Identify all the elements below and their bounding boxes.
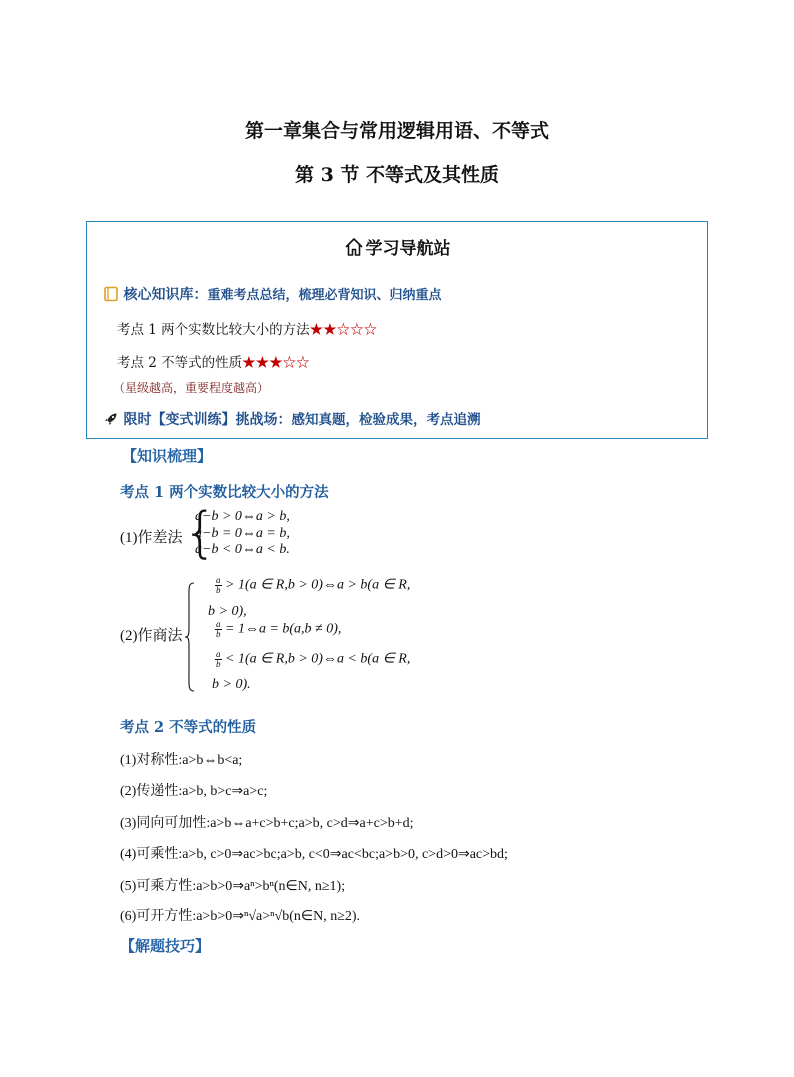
study-nav-box (86, 221, 708, 439)
diff-brace: { (183, 501, 218, 564)
property-1: (1)对称性:a>b⇔b<a; (120, 753, 243, 768)
knowledge-heading: 【知识梳理】 (122, 447, 213, 465)
kp2-heading: 考点 2 不等式的性质 (120, 719, 257, 736)
quot-line-5: b > 0). (212, 677, 251, 692)
kp1-row (117, 318, 377, 338)
fraction-a-over-b: $\frac{a}{b}$ (216, 575, 221, 595)
diff-line-2: a−b = 0⇔a = b, (195, 526, 290, 541)
challenge-label: 限时【变式训练】挑战场： (123, 412, 292, 428)
book-icon (103, 286, 119, 302)
tips-heading: 【解题技巧】 (120, 937, 211, 955)
quot-method-label: (2)作商法 (120, 628, 183, 644)
property-5: (5)可乘方性:a>b>0⇒aⁿ>bⁿ(n∈N, n≥1); (120, 879, 346, 894)
quot-line-3: $\frac{a}{b}$ = 1⇔a = b(a,b ≠ 0), (216, 619, 342, 639)
section-title: 第 3 节 不等式及其性质 (294, 164, 500, 186)
nav-title-text: 学习导航站 (365, 239, 451, 259)
nav-title (87, 234, 707, 259)
home-icon (344, 237, 364, 257)
challenge-row (103, 408, 480, 429)
property-4: (4)可乘性:a>b, c>0⇒ac>bc;a>b, c<0⇒ac<bc;a>b>0, c>d>0⇒ac>bd; (120, 847, 508, 862)
fraction-a-over-b: $\frac{a}{b}$ (216, 619, 221, 639)
quot-line-1: $\frac{a}{b}$ > 1(a ∈ R,b > 0)⇔a > b(a ∈ R, (216, 575, 411, 595)
diff-method-label: (1)作差法 (120, 530, 183, 546)
core-knowledge-row (103, 284, 441, 304)
quot-brace (184, 582, 196, 692)
kp2-text: 考点 2 不等式的性质 (117, 355, 243, 371)
quot-line-2: b > 0), (208, 604, 247, 619)
core-label: 核心知识库： (123, 287, 208, 303)
kp2-stars: ★★★☆☆ (242, 355, 310, 371)
property-2: (2)传递性:a>b, b>c⇒a>c; (120, 784, 268, 799)
kp1-heading: 考点 1 两个实数比较大小的方法 (120, 484, 329, 501)
core-desc: 重难考点总结，梳理必背知识、归纳重点 (207, 288, 442, 303)
challenge-desc: 感知真题，检验成果，考点追溯 (291, 412, 481, 428)
property-6: (6)可开方性:a>b>0⇒ⁿ√a>ⁿ√b(n∈N, n≥2). (120, 909, 361, 924)
kp1-stars: ★★☆☆☆ (309, 322, 378, 338)
property-3: (3)同向可加性:a>b⇔a+c>b+c;a>b, c>d⇒a+c>b+d; (120, 816, 414, 831)
kp2-row (117, 351, 310, 371)
stars-note: （星级越高，重要程度越高） (113, 381, 270, 395)
diff-line-3: a−b < 0⇔a < b. (195, 542, 290, 557)
kp1-text: 考点 1 两个实数比较大小的方法 (117, 322, 310, 338)
rocket-icon (103, 411, 119, 427)
diff-line-1: a−b > 0⇔a > b, (195, 509, 290, 524)
chapter-title: 第一章集合与常用逻辑用语、不等式 (244, 120, 549, 142)
fraction-a-over-b: $\frac{a}{b}$ (216, 649, 221, 669)
quot-line-4: $\frac{a}{b}$ < 1(a ∈ R,b > 0)⇔a < b(a ∈ R, (216, 649, 411, 669)
